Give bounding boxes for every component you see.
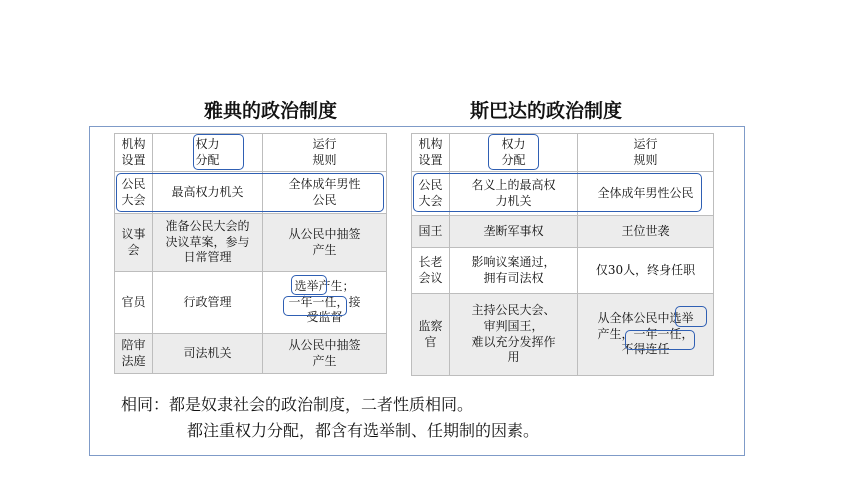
table-cell: 陪审 法庭 — [115, 334, 153, 374]
table-cell: 长老 会议 — [412, 248, 450, 294]
table-cell: 主持公民大会、 审判国王， 难以充分发挥作 用 — [450, 294, 578, 376]
header-cell: 机构 设置 — [412, 134, 450, 172]
table-cell: 准备公民大会的 决议草案，参与 日常管理 — [153, 214, 263, 272]
table-cell: 行政管理 — [153, 272, 263, 334]
table-cell: 国王 — [412, 216, 450, 248]
table-cell: 司法机关 — [153, 334, 263, 374]
table-cell: 最高权力机关 — [153, 172, 263, 214]
table-cell: 选举产生； 一年一任，接 受监督 — [263, 272, 387, 334]
table-cell: 垄断军事权 — [450, 216, 578, 248]
table-cell: 从公民中抽签 产生 — [263, 214, 387, 272]
table-cell: 影响议案通过， 拥有司法权 — [450, 248, 578, 294]
table-cell: 从公民中抽签 产生 — [263, 334, 387, 374]
table-cell: 全体成年男性 公民 — [263, 172, 387, 214]
table-cell: 名义上的最高权 力机关 — [450, 172, 578, 216]
sparta-table — [411, 133, 714, 376]
table-cell: 公民 大会 — [115, 172, 153, 214]
header-cell: 运行 规则 — [578, 134, 714, 172]
athens-table — [114, 133, 387, 374]
table-cell: 仅30人，终身任职 — [578, 248, 714, 294]
header-cell: 权力 分配 — [153, 134, 263, 172]
table-cell: 议事 会 — [115, 214, 153, 272]
table-cell: 官员 — [115, 272, 153, 334]
table-cell: 从全体公民中选举 产生，一年一任， 不得连任 — [578, 294, 714, 376]
summary-line-1: 相同：都是奴隶社会的政治制度，二者性质相同。 — [121, 395, 474, 414]
table-cell: 公民 大会 — [412, 172, 450, 216]
summary-line-2: 都注重权力分配，都含有选举制、任期制的因素。 — [187, 421, 540, 440]
table-cell: 王位世袭 — [578, 216, 714, 248]
athens-title: 雅典的政治制度 — [204, 100, 338, 122]
table-cell: 全体成年男性公民 — [578, 172, 714, 216]
sparta-title: 斯巴达的政治制度 — [470, 100, 623, 122]
header-cell: 运行 规则 — [263, 134, 387, 172]
table-cell: 监察 官 — [412, 294, 450, 376]
header-cell: 机构 设置 — [115, 134, 153, 172]
header-cell: 权力 分配 — [450, 134, 578, 172]
